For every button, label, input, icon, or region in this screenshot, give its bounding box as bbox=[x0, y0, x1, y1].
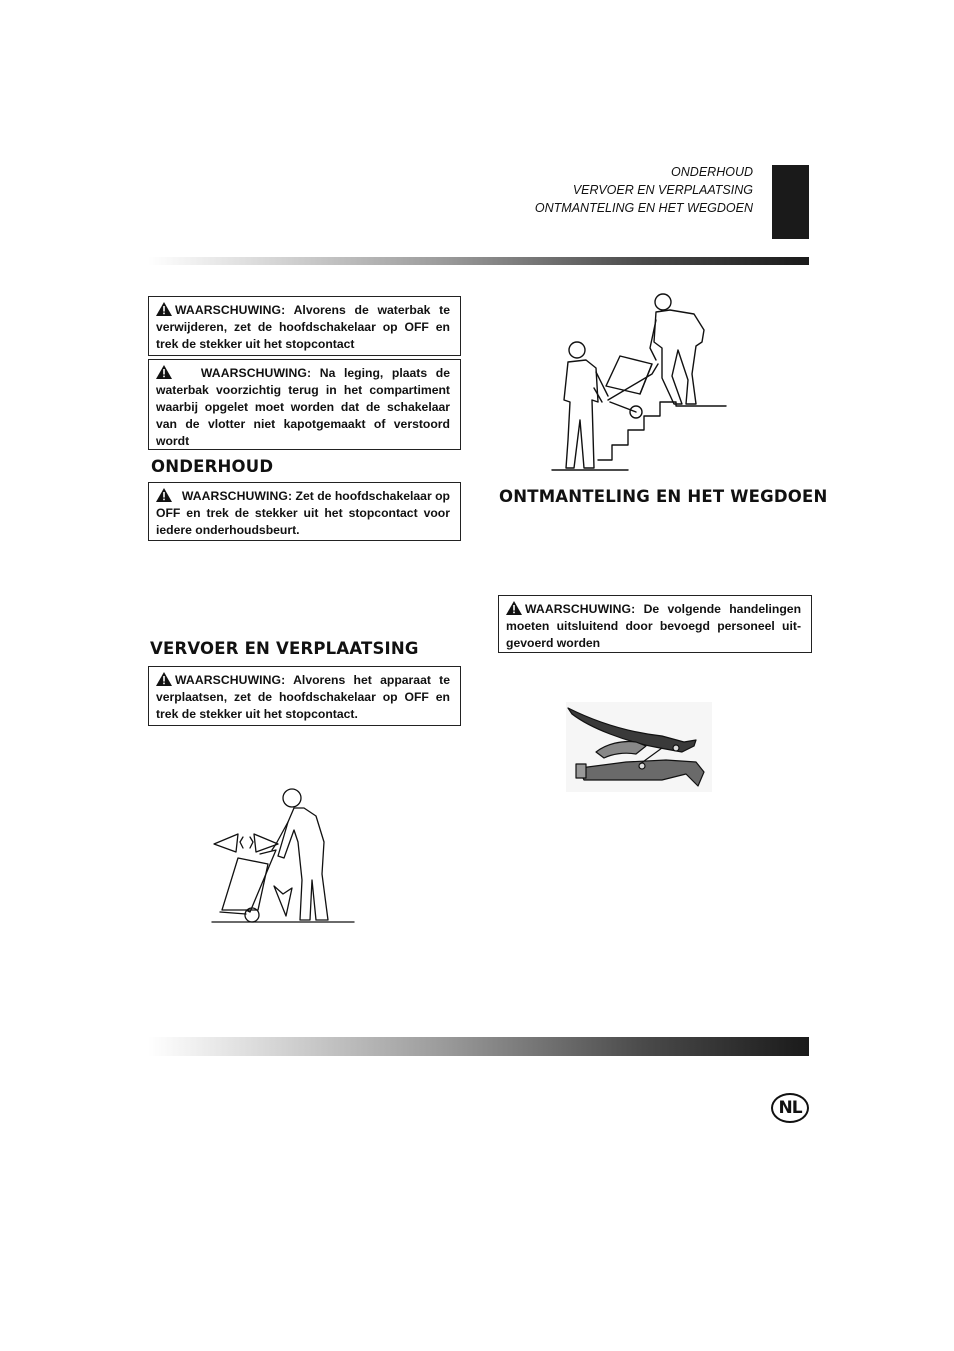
warning-text-3: Zet de hoofdschakelaar op OFF en trek de stekker uit het stopcontact voor iedere onderhoudsbeurt. bbox=[156, 489, 450, 537]
warning-text-1: Alvorens de waterbak te verwijderen, zet de hoofdschakelaar op OFF en trek de stekker uit het stopcontact bbox=[156, 303, 450, 351]
warning-label: WAARSCHUWING: bbox=[525, 602, 636, 616]
warning-label: WAARSCHUWING: bbox=[175, 303, 286, 317]
warning-label: WAARSCHUWING: bbox=[175, 673, 286, 687]
warning-triangle-icon bbox=[156, 672, 172, 686]
warning-label: WAARSCHUWING: bbox=[200, 366, 312, 380]
bottom-gradient-bar bbox=[148, 1037, 809, 1056]
warning-box-3 bbox=[148, 482, 461, 541]
stairs-carrying-illustration bbox=[550, 290, 730, 472]
locking-pliers-illustration bbox=[566, 702, 712, 792]
pushing-trolley-illustration bbox=[210, 782, 356, 924]
warning-box-1 bbox=[148, 296, 461, 356]
warning-triangle-icon bbox=[156, 302, 172, 316]
warning-text-2: Na leging, plaats de waterbak voorzichtig terug in het compartiment waarbij opgelet moet worden dat de schakelaar van de vlotter niet kapotgemaakt of verstoord wordt bbox=[156, 366, 450, 448]
section-heading-ontmanteling: ONTMANTELING EN HET WEGDOEN bbox=[499, 487, 828, 506]
top-gradient-bar bbox=[148, 257, 809, 265]
warning-triangle-icon bbox=[156, 365, 172, 379]
header-line-ontmanteling: ONTMANTELING EN HET WEGDOEN bbox=[534, 201, 753, 215]
warning-box-2 bbox=[148, 359, 461, 450]
section-heading-vervoer: VERVOER EN VERPLAATSING bbox=[150, 639, 419, 658]
language-badge: NL bbox=[771, 1093, 809, 1123]
section-tab-marker bbox=[772, 165, 809, 239]
warning-triangle-icon bbox=[156, 488, 172, 502]
warning-text-4: Alvorens het apparaat te verplaatsen, zet de hoofdschakelaar op OFF en trek de stekker uit het stopcontact. bbox=[156, 673, 451, 721]
warning-triangle-icon bbox=[506, 601, 522, 615]
warning-text-5: De volgende handelingen moeten uitsluitend door bevoegd personeel uit-gevoerd worden bbox=[506, 602, 802, 650]
section-heading-onderhoud: ONDERHOUD bbox=[151, 457, 274, 476]
warning-label: WAARSCHUWING: bbox=[181, 489, 293, 503]
header-line-vervoer: VERVOER EN VERPLAATSING bbox=[572, 183, 753, 197]
warning-box-5 bbox=[498, 595, 812, 653]
header-line-onderhoud: ONDERHOUD bbox=[671, 165, 753, 179]
warning-box-4 bbox=[148, 666, 461, 726]
